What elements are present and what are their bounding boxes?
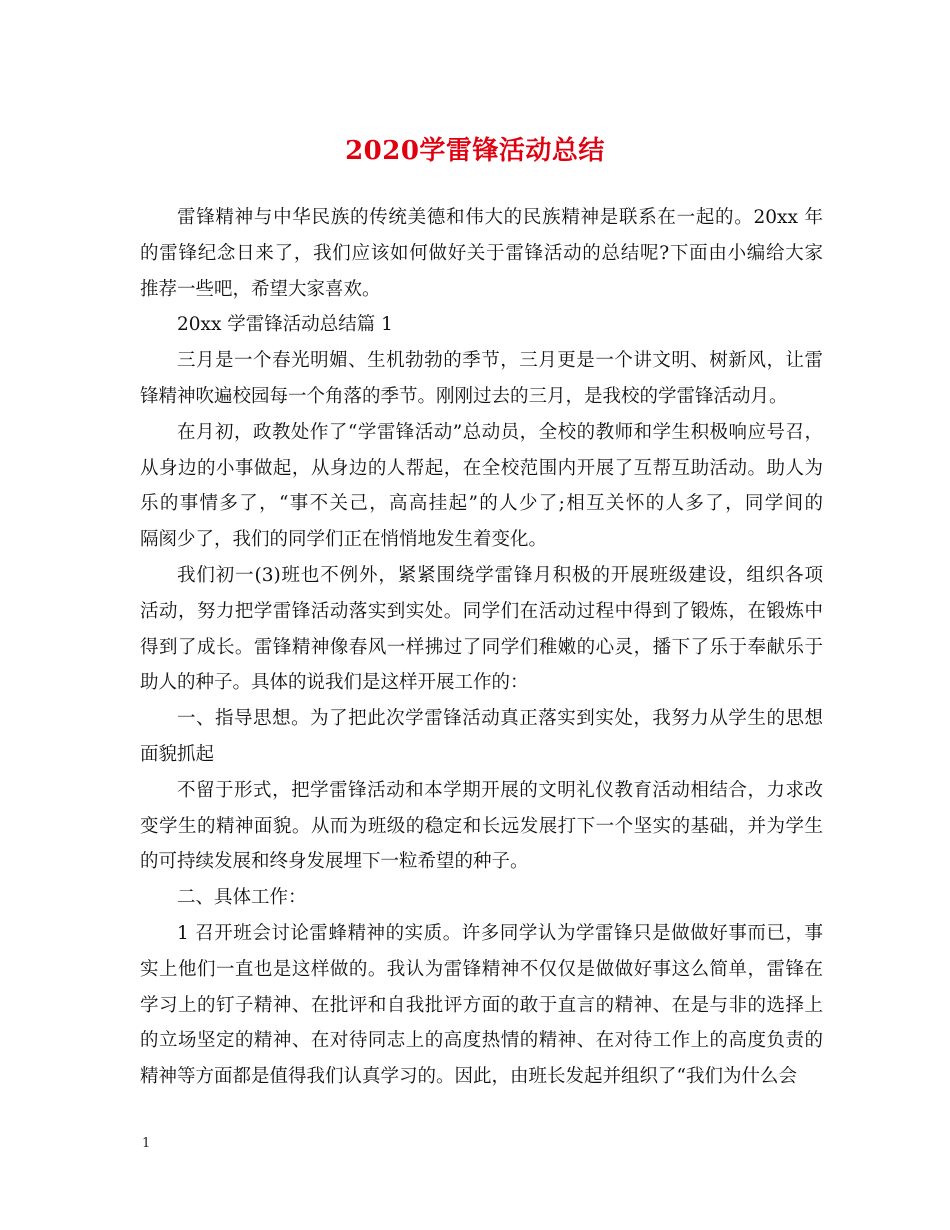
text-line: 我们初一(3)班也不例外，紧紧围绕学雷锋月积极的开展班级建设，组织各项 <box>177 564 823 586</box>
paragraph <box>140 200 823 307</box>
text-line: 二、具体工作： <box>177 887 307 909</box>
text-line: 得到了成长。雷锋精神像春风一样拂过了同学们稚嫩的心灵，播下了乐于奉献乐于 <box>140 636 823 658</box>
text-line: 乐的事情多了，“事不关己，高高挂起”的人少了;相互关怀的人多了，同学间的 <box>140 493 823 515</box>
paragraph <box>140 916 823 1095</box>
text-line: 实上他们一直也是这样做的。我认为雷锋精神不仅仅是做做好事这么简单，雷锋在 <box>140 958 823 980</box>
text-line: 的雷锋纪念日来了，我们应该如何做好关于雷锋活动的总结呢?下面由小编给大家 <box>140 242 823 264</box>
text-line: 在月初，政教处作了“学雷锋活动”总动员，全校的教师和学生积极响应号召， <box>177 421 823 443</box>
text-line: 的可持续发展和终身发展埋下一粒希望的种子。 <box>140 851 529 873</box>
paragraph <box>140 307 823 343</box>
text-line: 不留于形式，把学雷锋活动和本学期开展的文明礼仪教育活动相结合，力求改 <box>177 779 823 801</box>
text-line: 的立场坚定的精神、在对待同志上的高度热情的精神、在对待工作上的高度负责的 <box>140 1030 823 1052</box>
text-line: 一、指导思想。为了把此次学雷锋活动真正落实到实处，我努力从学生的思想 <box>177 708 823 730</box>
text-line: 雷锋精神与中华民族的传统美德和伟大的民族精神是联系在一起的。20xx 年 <box>177 207 823 228</box>
paragraph <box>140 415 823 558</box>
text-line: 活动，努力把学雷锋活动落实到实处。同学们在活动过程中得到了锻炼，在锻炼中 <box>140 600 823 622</box>
text-line: 助人的种子。具体的说我们是这样开展工作的： <box>140 672 529 694</box>
paragraph <box>140 558 823 701</box>
text-line: 精神等方面都是值得我们认真学习的。因此，由班长发起并组织了“我们为什么会 <box>140 1066 797 1088</box>
paragraph <box>140 701 823 773</box>
text-line: 变学生的精神面貌。从而为班级的稳定和长远发展打下一个坚实的基础，并为学生 <box>140 815 823 837</box>
text-line: 学习上的钉子精神、在批评和自我批评方面的敢于直言的精神、在是与非的选择上 <box>140 994 823 1016</box>
paragraph <box>140 880 823 916</box>
text-line: 隔阂少了，我们的同学们正在悄悄地发生着变化。 <box>140 529 548 551</box>
text-line: 20xx 学雷锋活动总结篇 1 <box>177 314 393 336</box>
page-number: 1 <box>142 1136 151 1151</box>
text-line: 三月是一个春光明媚、生机勃勃的季节，三月更是一个讲文明、树新风，让雷 <box>177 350 823 372</box>
text-line: 推荐一些吧，希望大家喜欢。 <box>140 278 381 300</box>
text-line: 1 召开班会讨论雷蜂精神的实质。许多同学认为学雷锋只是做做好事而已，事 <box>177 922 823 944</box>
document-body <box>140 200 823 1095</box>
text-line: 从身边的小事做起，从身边的人帮起，在全校范围内开展了互帮互助活动。助人为 <box>140 457 823 479</box>
text-line: 锋精神吹遍校园每一个角落的季节。刚刚过去的三月，是我校的学雷锋活动月。 <box>140 385 788 407</box>
document-title: 2020学雷锋活动总结 <box>345 136 605 166</box>
paragraph <box>140 343 823 415</box>
text-line: 面貌抓起 <box>140 743 215 765</box>
paragraph <box>140 773 823 880</box>
